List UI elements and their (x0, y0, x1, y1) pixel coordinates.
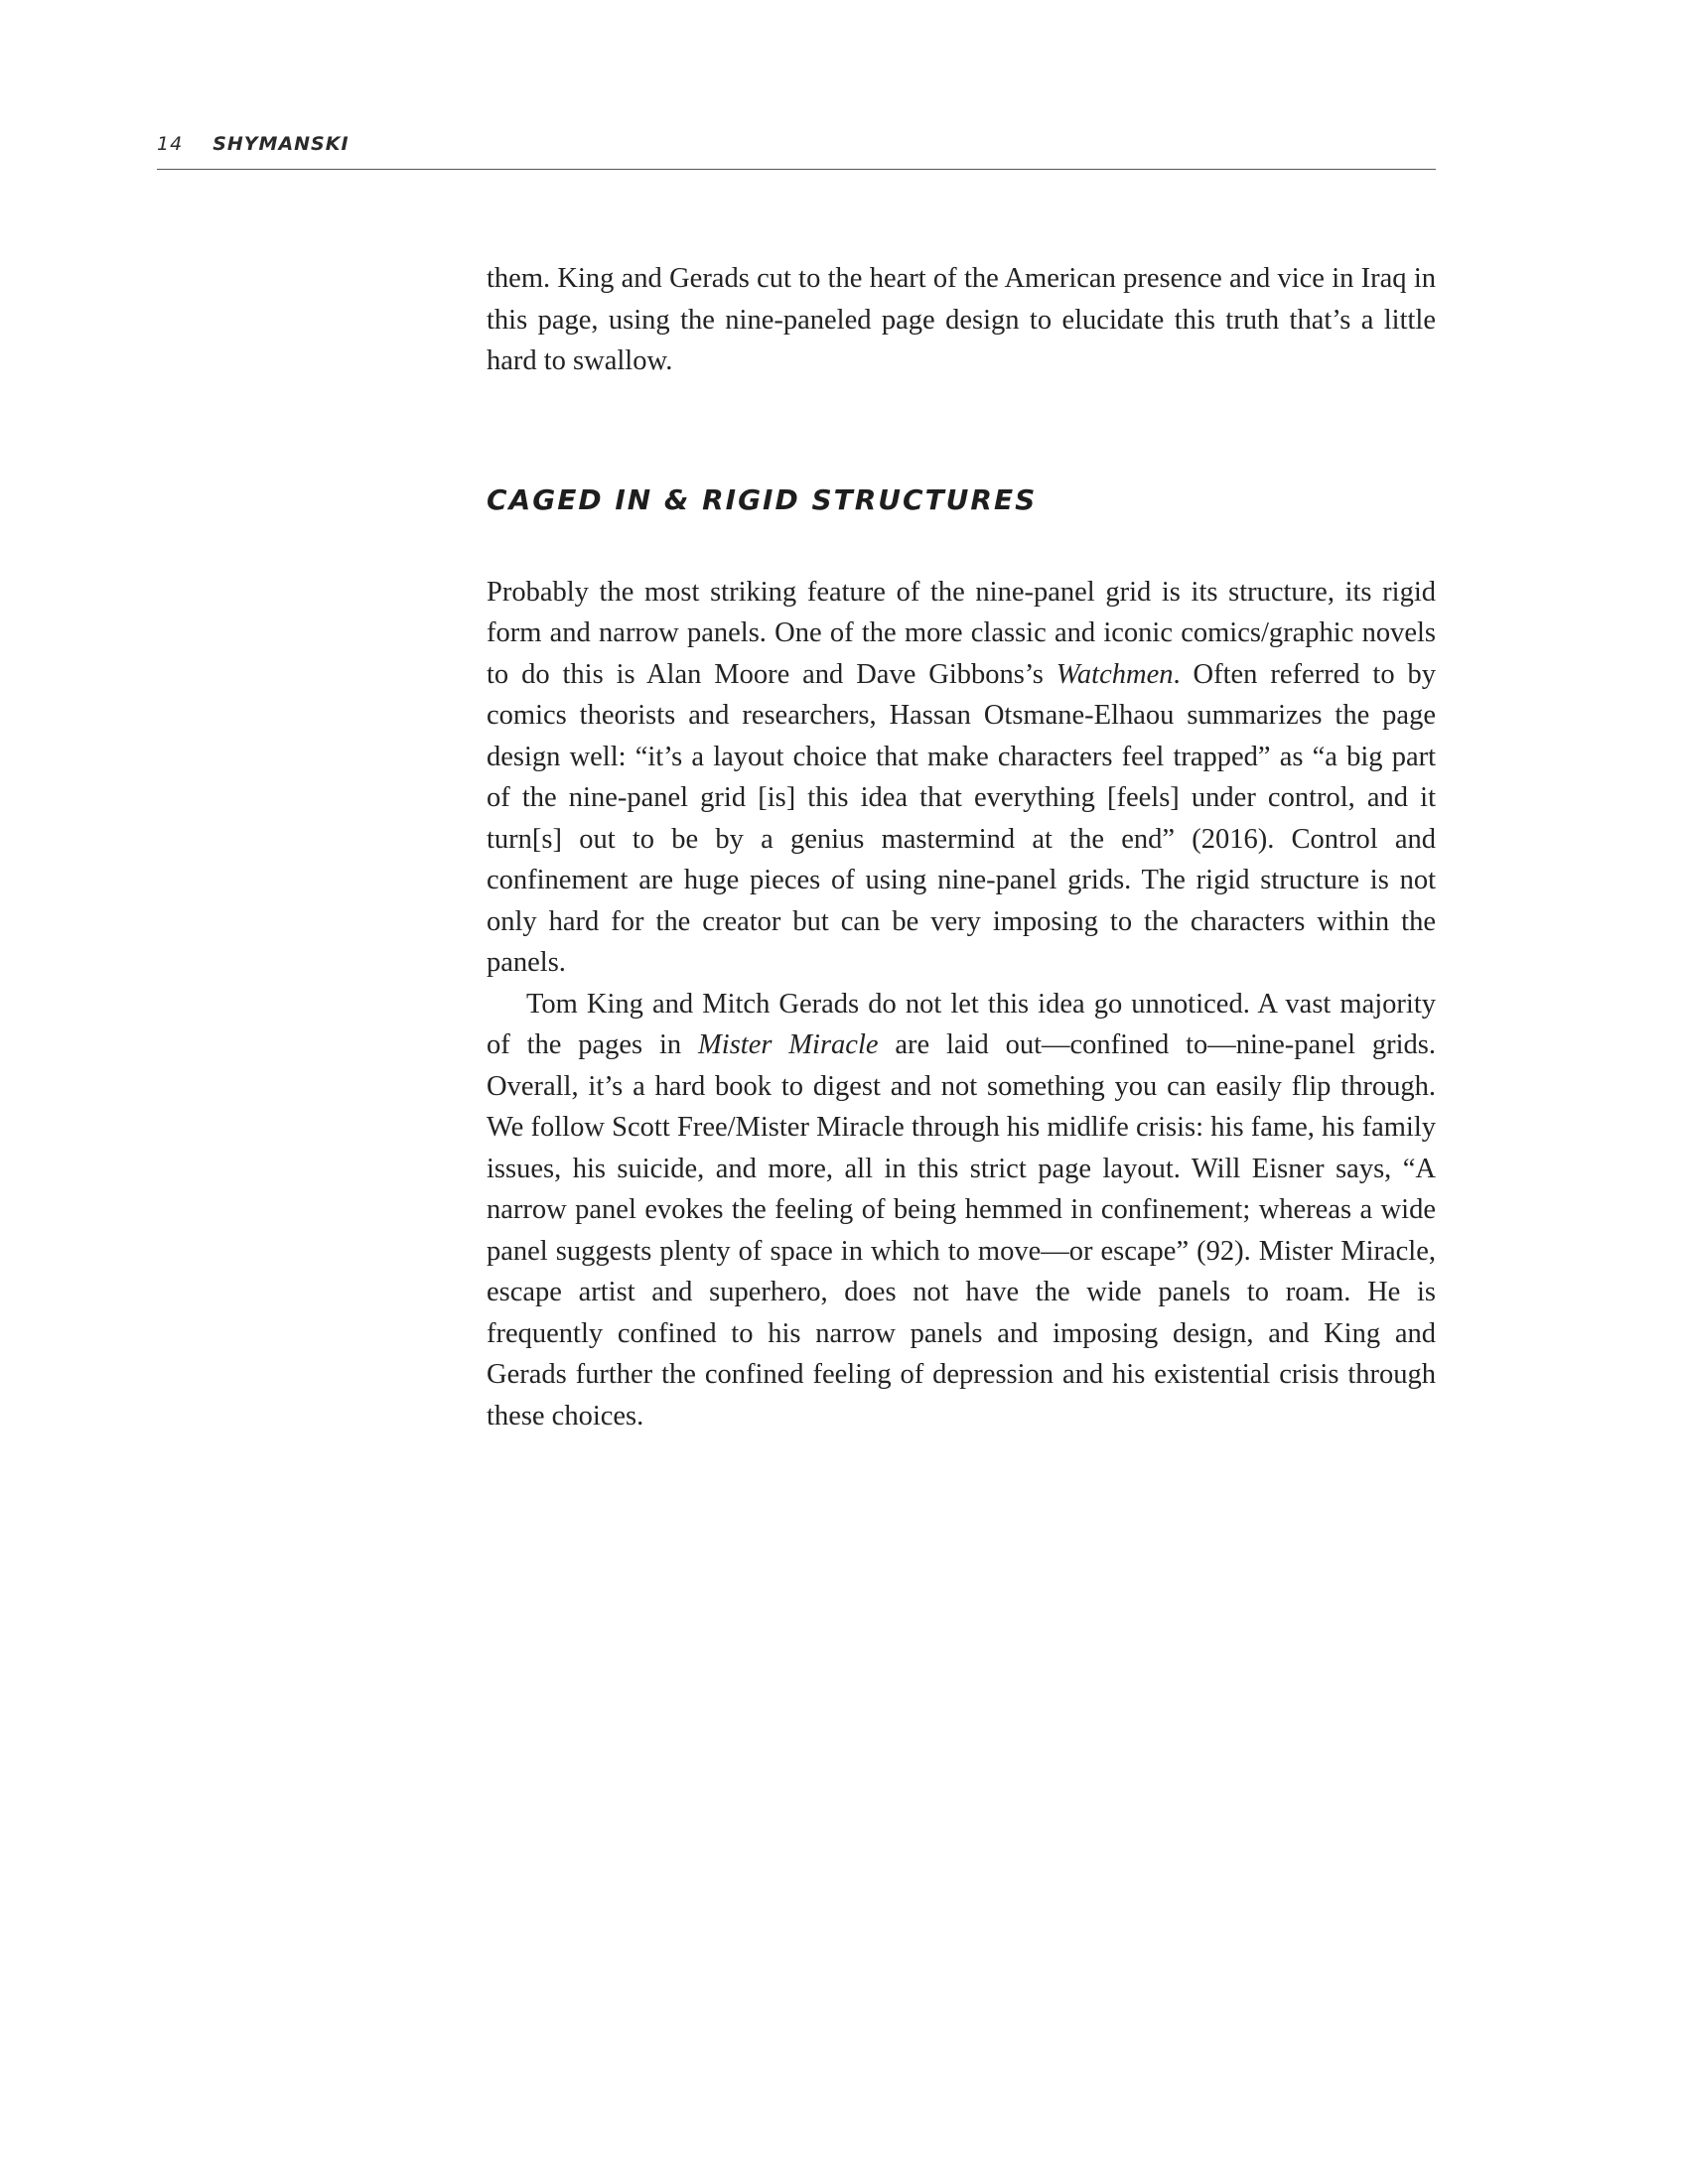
paragraph-1-text-a: Probably the most striking feature of the nine-panel grid is its structure, its rigid form and narrow panels. One of the more classic and iconic comics/graphic novels to do this is Alan Moore and Dave Gibbons’s (487, 576, 1436, 690)
paragraph-1-text-b: . Often referred to by comics theorists and researchers, Hassan Otsmane-Elhaou summarizes the page design well: “it’s a layout choice that make characters feel trapped” as “a big part of the nine-panel grid [is] this idea that everything [feels] under control, and it turn[s] out to be by a genius mastermind at the end” (2016). Control and confinement are huge pieces of using nine-panel grids. The rigid structure is not only hard for the creator but can be very imposing to the characters within the panels. (487, 658, 1436, 978)
section-heading: CAGED IN & RIGID STRUCTURES (487, 482, 1038, 516)
book-title-watchmen: Watchmen (1055, 658, 1174, 690)
paragraph-2 (487, 984, 1436, 1437)
page-number: 14 (157, 133, 184, 155)
main-text (487, 258, 1436, 1436)
running-head (157, 133, 350, 159)
paragraph-1 (487, 572, 1436, 984)
running-head-author: SHYMANSKI (212, 133, 350, 155)
header-rule (157, 169, 1436, 170)
continuation-paragraph: them. King and Gerads cut to the heart of the American presence and vice in Iraq in this page, using the nine-paneled page design to elucidate this truth that’s a little hard to swallow. (487, 263, 1436, 376)
paragraph-2-text-a: Tom King and Mitch Gerads do not let this idea go unnoticed. A vast majority of the pages in (487, 988, 1436, 1060)
paragraph-2-text-b: are laid out—confined to—nine-panel grids. Overall, it’s a hard book to digest and not something you can easily flip through. We follow Scott Free/Mister Miracle through his midlife crisis: his fame, his family issues, his suicide, and more, all in this strict page layout. Will Eisner says, “A narrow panel evokes the feeling of being hemmed in confinement; whereas a wide panel suggests plenty of space in which to move—or escape” (92). Mister Miracle, escape artist and superhero, does not have the wide panels to roam. He is frequently confined to his narrow panels and imposing design, and King and Gerads further the confined feeling of depression and his existential crisis through these choices. (487, 1029, 1436, 1432)
book-title-mister-miracle: Mister Miracle (698, 1029, 879, 1060)
